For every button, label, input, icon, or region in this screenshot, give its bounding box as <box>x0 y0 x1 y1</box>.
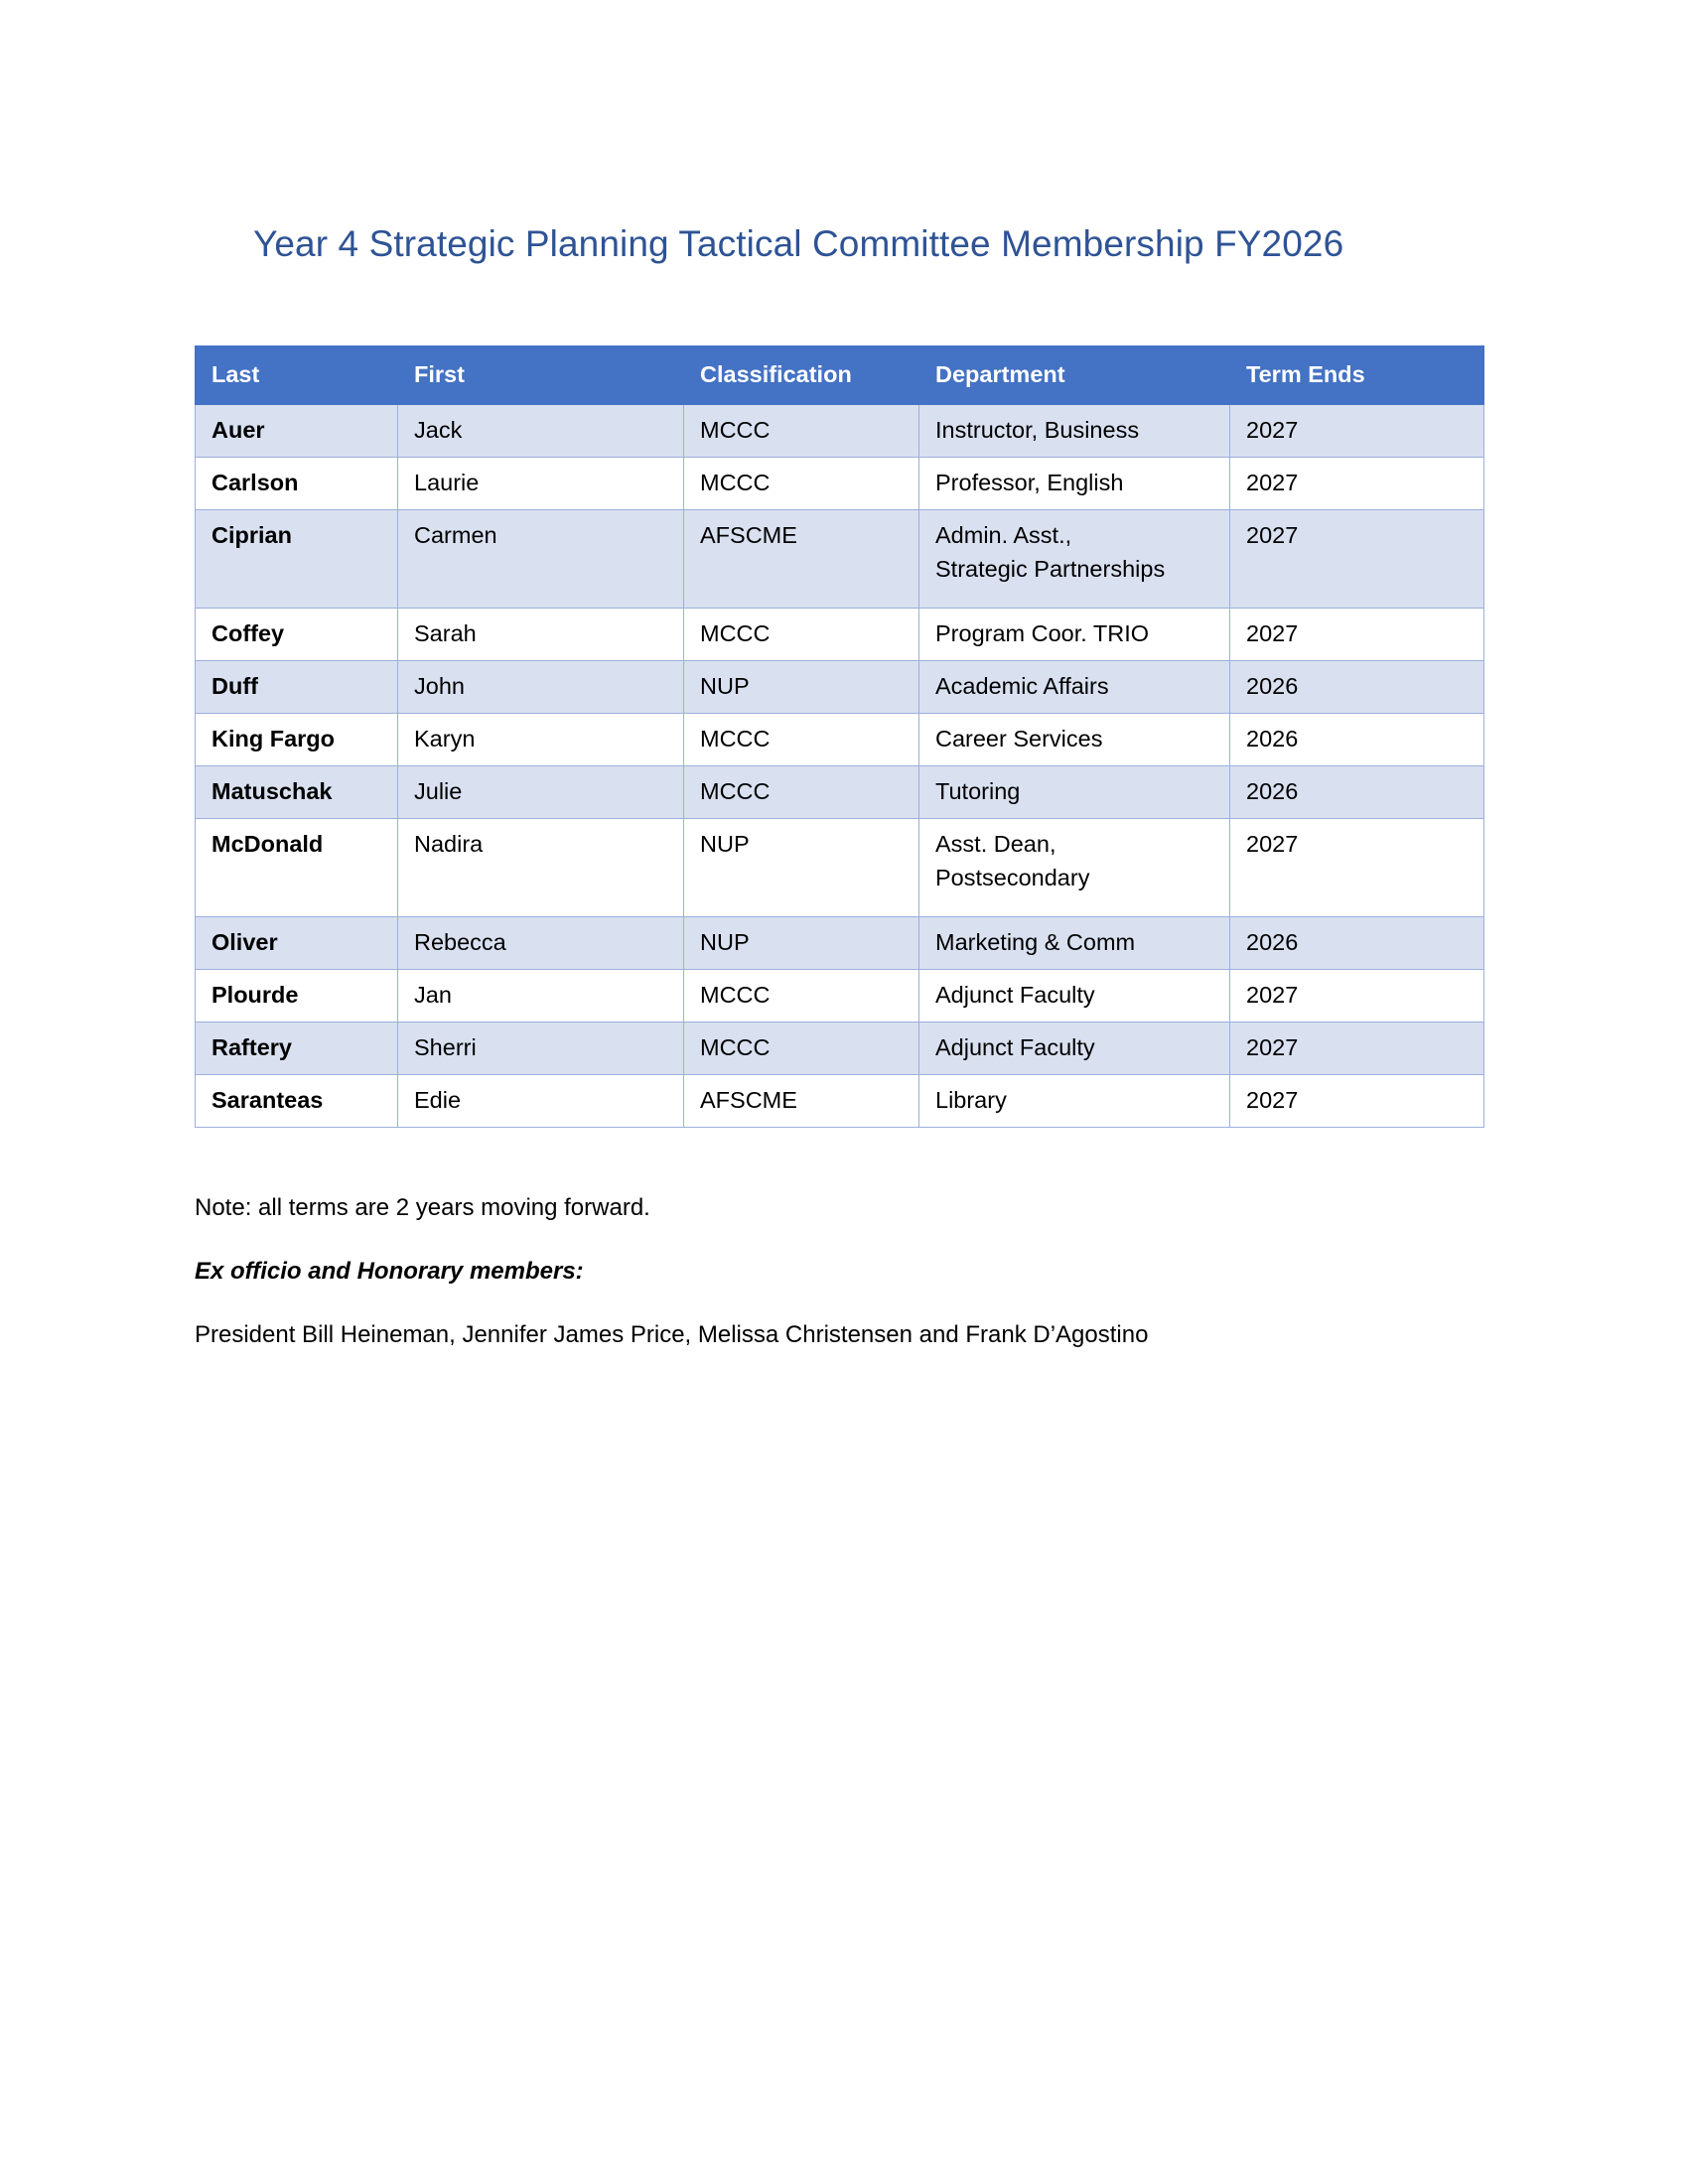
table-row <box>196 405 1484 458</box>
cell-first: John <box>398 661 684 714</box>
department-line: Marketing & Comm <box>935 929 1136 955</box>
column-header-term-ends: Term Ends <box>1230 346 1484 405</box>
column-header-last: Last <box>196 346 398 405</box>
cell-last: Auer <box>196 405 398 458</box>
table-row <box>196 1023 1484 1075</box>
cell-classification: AFSCME <box>684 510 919 609</box>
cell-classification: NUP <box>684 661 919 714</box>
table-row <box>196 970 1484 1023</box>
cell-department <box>919 458 1230 510</box>
cell-first: Julie <box>398 766 684 819</box>
cell-term-ends: 2026 <box>1230 661 1484 714</box>
cell-first: Edie <box>398 1075 684 1128</box>
cell-first: Jack <box>398 405 684 458</box>
cell-term-ends: 2027 <box>1230 1023 1484 1075</box>
table-row <box>196 766 1484 819</box>
table-row <box>196 458 1484 510</box>
cell-last: Matuschak <box>196 766 398 819</box>
department-line: Professor, English <box>935 470 1124 495</box>
cell-department <box>919 766 1230 819</box>
cell-department <box>919 405 1230 458</box>
cell-first: Rebecca <box>398 917 684 970</box>
cell-department <box>919 1075 1230 1128</box>
cell-term-ends: 2027 <box>1230 1075 1484 1128</box>
department-line: Adjunct Faculty <box>935 982 1095 1008</box>
cell-first: Karyn <box>398 714 684 766</box>
cell-department <box>919 714 1230 766</box>
cell-last: Ciprian <box>196 510 398 609</box>
cell-department <box>919 819 1230 917</box>
cell-classification: MCCC <box>684 1023 919 1075</box>
ex-officio-members: President Bill Heineman, Jennifer James Price, Melissa Christensen and Frank D’Agostino <box>195 1321 1149 1348</box>
cell-last: Carlson <box>196 458 398 510</box>
cell-classification: MCCC <box>684 609 919 661</box>
cell-first: Carmen <box>398 510 684 609</box>
cell-first: Sherri <box>398 1023 684 1075</box>
cell-department <box>919 661 1230 714</box>
committee-membership-table <box>195 345 1484 1128</box>
cell-classification: NUP <box>684 819 919 917</box>
cell-term-ends: 2027 <box>1230 970 1484 1023</box>
cell-classification: NUP <box>684 917 919 970</box>
department-line: Strategic Partnerships <box>935 556 1166 582</box>
cell-term-ends: 2027 <box>1230 405 1484 458</box>
cell-classification: AFSCME <box>684 1075 919 1128</box>
table-row <box>196 661 1484 714</box>
table-row <box>196 609 1484 661</box>
cell-term-ends: 2026 <box>1230 714 1484 766</box>
cell-first: Jan <box>398 970 684 1023</box>
cell-department <box>919 970 1230 1023</box>
table-header-row <box>196 346 1484 405</box>
cell-department <box>919 609 1230 661</box>
department-line: Admin. Asst., <box>935 522 1072 548</box>
cell-department <box>919 1023 1230 1075</box>
cell-first: Nadira <box>398 819 684 917</box>
cell-term-ends: 2027 <box>1230 510 1484 609</box>
cell-term-ends: 2027 <box>1230 458 1484 510</box>
column-header-first: First <box>398 346 684 405</box>
department-line: Instructor, Business <box>935 417 1140 443</box>
department-line: Career Services <box>935 726 1103 751</box>
cell-term-ends: 2027 <box>1230 609 1484 661</box>
department-line: Library <box>935 1087 1007 1113</box>
department-line: Asst. Dean, <box>935 831 1056 857</box>
department-line: Program Coor. TRIO <box>935 620 1150 646</box>
cell-department <box>919 510 1230 609</box>
table-row <box>196 917 1484 970</box>
cell-last: Saranteas <box>196 1075 398 1128</box>
committee-table-container <box>195 345 1483 1128</box>
cell-first: Laurie <box>398 458 684 510</box>
cell-last: Plourde <box>196 970 398 1023</box>
cell-last: McDonald <box>196 819 398 917</box>
cell-last: Raftery <box>196 1023 398 1075</box>
column-header-department: Department <box>919 346 1230 405</box>
ex-officio-heading: Ex officio and Honorary members: <box>195 1258 584 1285</box>
department-line: Postsecondary <box>935 865 1090 890</box>
table-header <box>196 346 1484 405</box>
department-line: Tutoring <box>935 778 1021 804</box>
department-line: Adjunct Faculty <box>935 1034 1095 1060</box>
table-row <box>196 714 1484 766</box>
cell-last: King Fargo <box>196 714 398 766</box>
table-body <box>196 405 1484 1128</box>
cell-last: Oliver <box>196 917 398 970</box>
cell-term-ends: 2026 <box>1230 766 1484 819</box>
cell-term-ends: 2027 <box>1230 819 1484 917</box>
cell-last: Duff <box>196 661 398 714</box>
cell-classification: MCCC <box>684 458 919 510</box>
table-row <box>196 510 1484 609</box>
cell-classification: MCCC <box>684 766 919 819</box>
cell-term-ends: 2026 <box>1230 917 1484 970</box>
page-title: Year 4 Strategic Planning Tactical Committee Membership FY2026 <box>253 223 1344 264</box>
column-header-classification: Classification <box>684 346 919 405</box>
cell-department <box>919 917 1230 970</box>
cell-classification: MCCC <box>684 970 919 1023</box>
cell-classification: MCCC <box>684 714 919 766</box>
table-row <box>196 819 1484 917</box>
cell-classification: MCCC <box>684 405 919 458</box>
department-line: Academic Affairs <box>935 673 1109 699</box>
table-row <box>196 1075 1484 1128</box>
cell-first: Sarah <box>398 609 684 661</box>
notes-section <box>195 1191 1485 1352</box>
terms-note: Note: all terms are 2 years moving forward. <box>195 1194 650 1221</box>
cell-last: Coffey <box>196 609 398 661</box>
